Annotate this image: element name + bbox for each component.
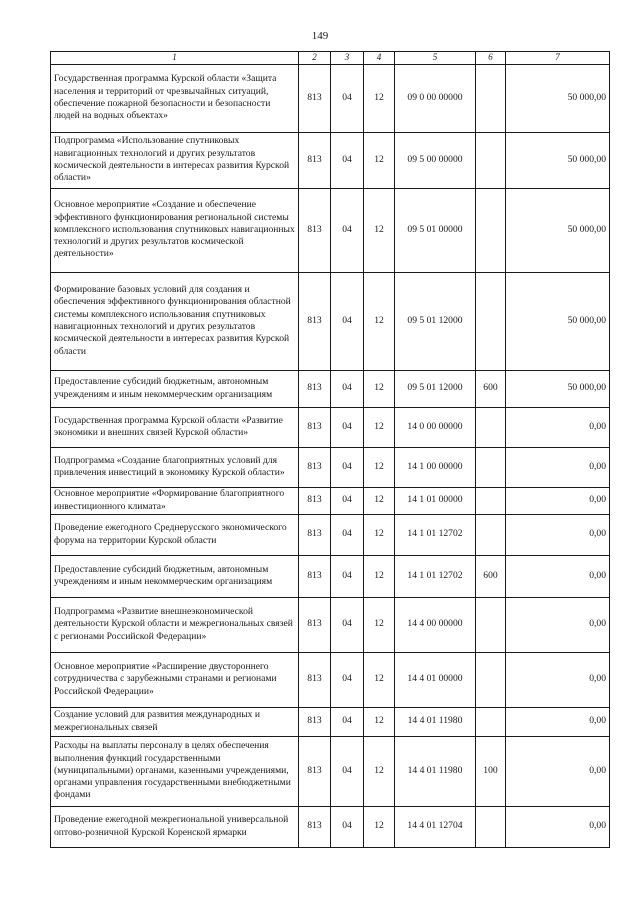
subsection-code: 12 (364, 447, 395, 487)
ministry-code: 813 (299, 652, 331, 707)
header-col-4: 4 (364, 52, 395, 65)
ministry-code: 813 (299, 707, 331, 736)
table-row (51, 407, 610, 447)
ministry-code: 813 (299, 514, 331, 555)
row-name: Расходы на выплаты персоналу в целях обеспечения выполнения функций государственными (муниципальными) органами, казенными учреждениями, органами управления государственными внебюджетными фондами (51, 736, 299, 806)
expense-type (476, 132, 506, 188)
amount: 0,00 (506, 447, 610, 487)
target-article: 09 5 00 00000 (395, 132, 476, 188)
ministry-code: 813 (299, 64, 331, 132)
section-code: 04 (331, 597, 364, 652)
header-row (51, 52, 610, 65)
subsection-code: 12 (364, 407, 395, 447)
header-col-1: 1 (51, 52, 299, 65)
row-name: Формирование базовых условий для создания и обеспечения эффективного функционирования областной системы комплексного использования спутниковых навигационных технологий и других результатов космической деятельности в интересах развития Курской области (51, 272, 299, 370)
amount: 0,00 (506, 407, 610, 447)
section-code: 04 (331, 806, 364, 847)
target-article: 09 0 00 00000 (395, 64, 476, 132)
section-code: 04 (331, 514, 364, 555)
target-article: 14 1 00 00000 (395, 447, 476, 487)
amount: 0,00 (506, 487, 610, 514)
section-code: 04 (331, 447, 364, 487)
amount: 0,00 (506, 652, 610, 707)
table-row (51, 132, 610, 188)
expense-type: 600 (476, 555, 506, 597)
ministry-code: 813 (299, 370, 331, 407)
section-code: 04 (331, 736, 364, 806)
section-code: 04 (331, 132, 364, 188)
subsection-code: 12 (364, 707, 395, 736)
budget-table (50, 51, 610, 848)
table-row (51, 806, 610, 847)
target-article: 14 1 01 00000 (395, 487, 476, 514)
expense-type (476, 597, 506, 652)
row-name: Подпрограмма «Использование спутниковых навигационных технологий и других результатов космической деятельности в интересах развития Курской области» (51, 132, 299, 188)
section-code: 04 (331, 652, 364, 707)
expense-type (476, 707, 506, 736)
target-article: 14 4 00 00000 (395, 597, 476, 652)
ministry-code: 813 (299, 597, 331, 652)
table-row (51, 188, 610, 272)
table-row (51, 487, 610, 514)
amount: 0,00 (506, 806, 610, 847)
ministry-code: 813 (299, 447, 331, 487)
target-article: 14 4 01 12704 (395, 806, 476, 847)
expense-type (476, 64, 506, 132)
ministry-code: 813 (299, 806, 331, 847)
section-code: 04 (331, 272, 364, 370)
subsection-code: 12 (364, 64, 395, 132)
section-code: 04 (331, 407, 364, 447)
row-name: Основное мероприятие «Формирование благоприятного инвестиционного климата» (51, 487, 299, 514)
subsection-code: 12 (364, 736, 395, 806)
subsection-code: 12 (364, 555, 395, 597)
amount: 0,00 (506, 514, 610, 555)
ministry-code: 813 (299, 272, 331, 370)
row-name: Государственная программа Курской области «Защита населения и территорий от чрезвычайных ситуаций, обеспечение пожарной безопасности и безопасности людей на водных объектах» (51, 64, 299, 132)
expense-type: 600 (476, 370, 506, 407)
section-code: 04 (331, 188, 364, 272)
section-code: 04 (331, 487, 364, 514)
table-row (51, 514, 610, 555)
row-name: Государственная программа Курской области «Развитие экономики и внешних связей Курской области» (51, 407, 299, 447)
ministry-code: 813 (299, 555, 331, 597)
amount: 0,00 (506, 597, 610, 652)
target-article: 14 4 01 11980 (395, 707, 476, 736)
amount: 0,00 (506, 555, 610, 597)
target-article: 14 0 00 00000 (395, 407, 476, 447)
row-name: Подпрограмма «Создание благоприятных условий для привлечения инвестиций в экономику Курской области» (51, 447, 299, 487)
ministry-code: 813 (299, 407, 331, 447)
row-name: Основное мероприятие «Расширение двустороннего сотрудничества с зарубежными странами и регионами Российской Федерации» (51, 652, 299, 707)
target-article: 09 5 01 00000 (395, 188, 476, 272)
table-row (51, 736, 610, 806)
amount: 50 000,00 (506, 64, 610, 132)
subsection-code: 12 (364, 132, 395, 188)
table-row (51, 447, 610, 487)
header-col-7: 7 (506, 52, 610, 65)
amount: 50 000,00 (506, 370, 610, 407)
table-row (51, 272, 610, 370)
header-col-5: 5 (395, 52, 476, 65)
expense-type (476, 447, 506, 487)
expense-type (476, 652, 506, 707)
subsection-code: 12 (364, 514, 395, 555)
section-code: 04 (331, 555, 364, 597)
table-row (51, 64, 610, 132)
amount: 50 000,00 (506, 132, 610, 188)
subsection-code: 12 (364, 652, 395, 707)
target-article: 14 1 01 12702 (395, 514, 476, 555)
expense-type (476, 514, 506, 555)
section-code: 04 (331, 370, 364, 407)
ministry-code: 813 (299, 736, 331, 806)
table-row (51, 597, 610, 652)
table-row (51, 555, 610, 597)
header-col-2: 2 (299, 52, 331, 65)
row-name: Создание условий для развития международных и межрегиональных связей (51, 707, 299, 736)
amount: 50 000,00 (506, 272, 610, 370)
table-row (51, 652, 610, 707)
expense-type: 100 (476, 736, 506, 806)
section-code: 04 (331, 707, 364, 736)
table-row (51, 707, 610, 736)
subsection-code: 12 (364, 370, 395, 407)
table-row (51, 370, 610, 407)
section-code: 04 (331, 64, 364, 132)
row-name: Предоставление субсидий бюджетным, автономным учреждениям и иным некоммерческим организациям (51, 555, 299, 597)
row-name: Подпрограмма «Развитие внешнеэкономической деятельности Курской области и межрегиональных связей с регионами Российской Федерации» (51, 597, 299, 652)
expense-type (476, 188, 506, 272)
subsection-code: 12 (364, 487, 395, 514)
expense-type (476, 272, 506, 370)
target-article: 14 4 01 11980 (395, 736, 476, 806)
subsection-code: 12 (364, 272, 395, 370)
subsection-code: 12 (364, 806, 395, 847)
target-article: 09 5 01 12000 (395, 272, 476, 370)
target-article: 14 4 01 00000 (395, 652, 476, 707)
ministry-code: 813 (299, 188, 331, 272)
expense-type (476, 487, 506, 514)
row-name: Проведение ежегодного Среднерусского экономического форума на территории Курской области (51, 514, 299, 555)
target-article: 14 1 01 12702 (395, 555, 476, 597)
header-col-3: 3 (331, 52, 364, 65)
expense-type (476, 806, 506, 847)
row-name: Предоставление субсидий бюджетным, автономным учреждениям и иным некоммерческим организациям (51, 370, 299, 407)
amount: 0,00 (506, 707, 610, 736)
ministry-code: 813 (299, 487, 331, 514)
row-name: Проведение ежегодной межрегиональной универсальной оптово-розничной Курской Коренской ярмарки (51, 806, 299, 847)
subsection-code: 12 (364, 188, 395, 272)
expense-type (476, 407, 506, 447)
amount: 0,00 (506, 736, 610, 806)
header-col-6: 6 (476, 52, 506, 65)
subsection-code: 12 (364, 597, 395, 652)
row-name: Основное мероприятие «Создание и обеспечение эффективного функционирования региональной системы комплексного использования спутниковых навигационных технологий и других результатов космической деятельности» (51, 188, 299, 272)
ministry-code: 813 (299, 132, 331, 188)
amount: 50 000,00 (506, 188, 610, 272)
page-number: 149 (311, 30, 329, 42)
target-article: 09 5 01 12000 (395, 370, 476, 407)
